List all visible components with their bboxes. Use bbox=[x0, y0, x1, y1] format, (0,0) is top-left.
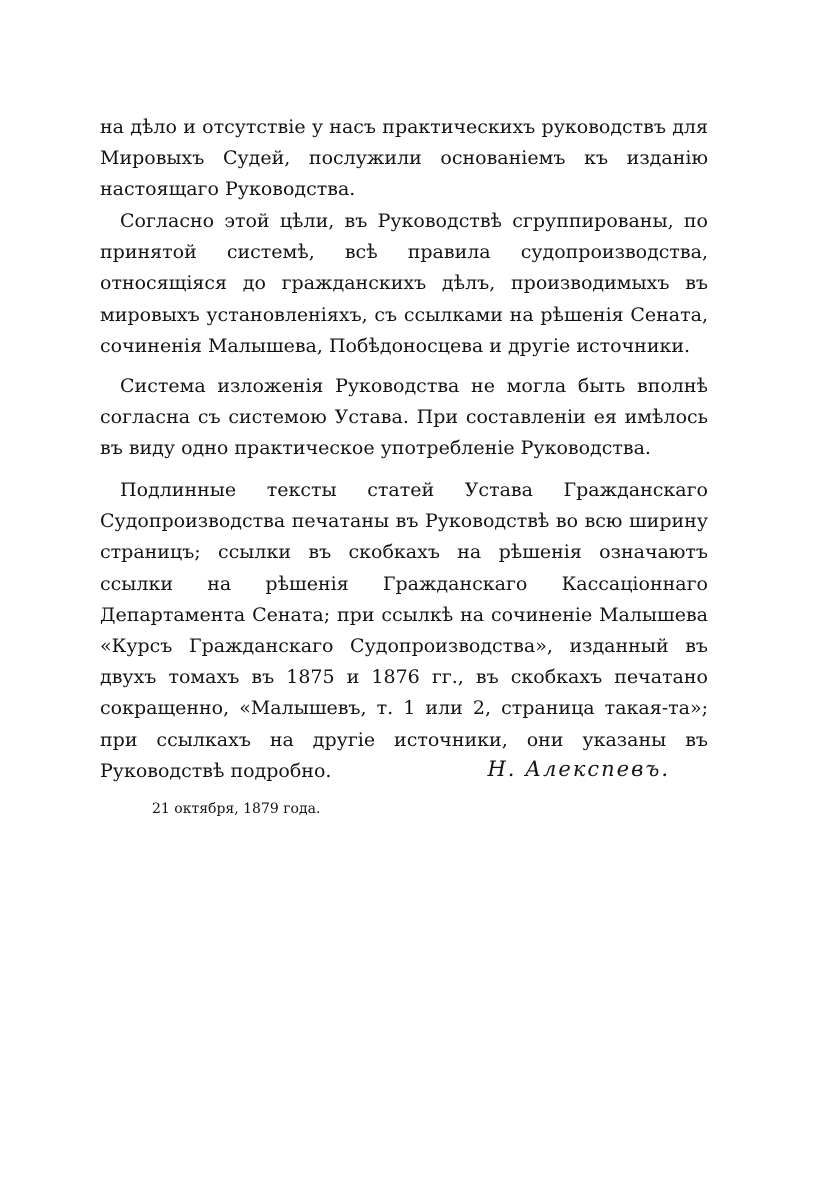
paragraph-texts-and-references bbox=[100, 475, 708, 787]
paragraph-text: Согласно этой цѣли, въ Руководствѣ сгруппированы, по принятой системѣ, всѣ правила судопроизводства, относящіяся до гражданскихъ дѣлъ, производимыхъ въ мировыхъ установленіяхъ, съ ссылками на рѣшенія Сената, сочиненія Малышева, Побѣдоносцева и другіе источники. bbox=[100, 210, 708, 357]
paragraph-text: Подлинные тексты статей Устава Гражданскаго Судопроизводства печатаны въ Руководствѣ во всю ширину страницъ; ссылки въ скобкахъ на рѣшенія означаютъ ссылки на рѣшенія Гражданскаго Кассаціоннаго Департамента Сената; при ссылкѣ на сочиненіе Малышева «Курсъ Гражданскаго Судопроизводства», изданный въ двухъ томахъ въ 1875 и 1876 гг., въ скобкахъ печатано сокращенно, «Малышевъ, т. 1 или 2, страница такая-та»; при ссылкахъ на другіе источники, они указаны въ Руководствѣ подробно. bbox=[100, 479, 708, 782]
paragraph-purpose bbox=[100, 206, 708, 362]
paragraph-system bbox=[100, 371, 708, 465]
document-date: 21 октября, 1879 года. bbox=[152, 801, 321, 817]
author-signature: Н. Алекспевъ. bbox=[487, 757, 670, 781]
paragraph-text: Система изложенія Руководства не могла быть вполнѣ согласна съ системою Устава. При составленіи ея имѣлось въ виду одно практическое употребленіе Руководства. bbox=[100, 375, 708, 460]
paragraph-intro-continued bbox=[100, 112, 708, 206]
paragraph-text: на дѣло и отсутствіе у насъ практическихъ руководствъ для Мировыхъ Судей, послужили основаніемъ къ изданію настоящаго Руководства. bbox=[100, 116, 708, 201]
